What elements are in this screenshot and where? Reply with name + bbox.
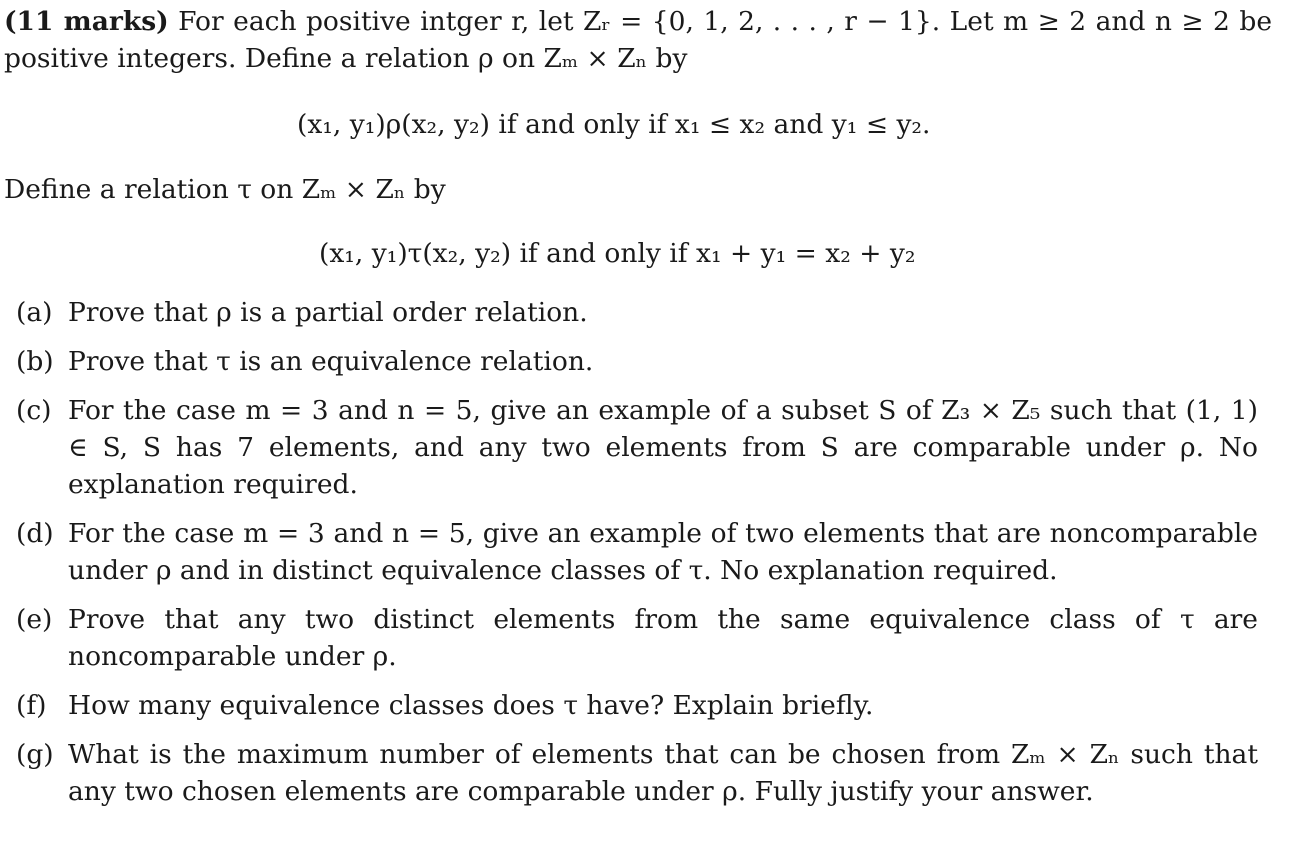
question-item-b: [4, 343, 1258, 380]
relation-rho-definition: (x₁, y₁)ρ(x₂, y₂) if and only if x₁ ≤ x₂ and y₁ ≤ y₂.: [297, 109, 931, 140]
question-text: For the case m = 3 and n = 5, give an example of two elements that are noncomparable under ρ and in distinct equivalence classes of τ. No explanation required.: [68, 518, 1258, 586]
question-label: (e): [16, 604, 53, 635]
question-item-c: [4, 392, 1258, 503]
problem-intro: [4, 3, 1272, 77]
question-label: (c): [16, 395, 52, 426]
question-label: (a): [16, 297, 53, 328]
question-item-a: [4, 294, 1258, 331]
intro-text: For each positive intger r, let Zᵣ = {0, 1, 2, . . . , r − 1}. Let m ≥ 2 and n ≥ 2 be positive integers. Define a relation ρ on Zₘ × Zₙ by: [4, 6, 1272, 74]
question-item-d: [4, 515, 1258, 589]
question-label: (g): [16, 739, 54, 770]
question-text: Prove that any two distinct elements from the same equivalence class of τ are noncomparable under ρ.: [68, 604, 1258, 672]
problem-document: [0, 3, 1293, 846]
question-label: (f): [16, 690, 47, 721]
marks-label: (11 marks): [4, 6, 169, 37]
question-text: Prove that τ is an equivalence relation.: [68, 346, 594, 377]
question-label: (d): [16, 518, 54, 549]
question-text: What is the maximum number of elements that can be chosen from Zₘ × Zₙ such that any two chosen elements are comparable under ρ. Fully justify your answer.: [68, 739, 1258, 807]
question-text: How many equivalence classes does τ have? Explain briefly.: [68, 690, 874, 721]
question-item-f: [4, 687, 1258, 724]
question-item-g: [4, 736, 1258, 810]
question-list: [4, 294, 1293, 810]
relation-tau-intro: Define a relation τ on Zₘ × Zₙ by: [4, 174, 446, 205]
question-text: Prove that ρ is a partial order relation.: [68, 297, 588, 328]
question-label: (b): [16, 346, 54, 377]
question-item-e: [4, 601, 1258, 675]
relation-tau-definition: (x₁, y₁)τ(x₂, y₂) if and only if x₁ + y₁ = x₂ + y₂: [319, 238, 916, 269]
question-text: For the case m = 3 and n = 5, give an example of a subset S of Z₃ × Z₅ such that (1, 1) ∈ S, S has 7 elements, and any two elements from S are comparable under ρ. No explanation required.: [68, 395, 1258, 500]
